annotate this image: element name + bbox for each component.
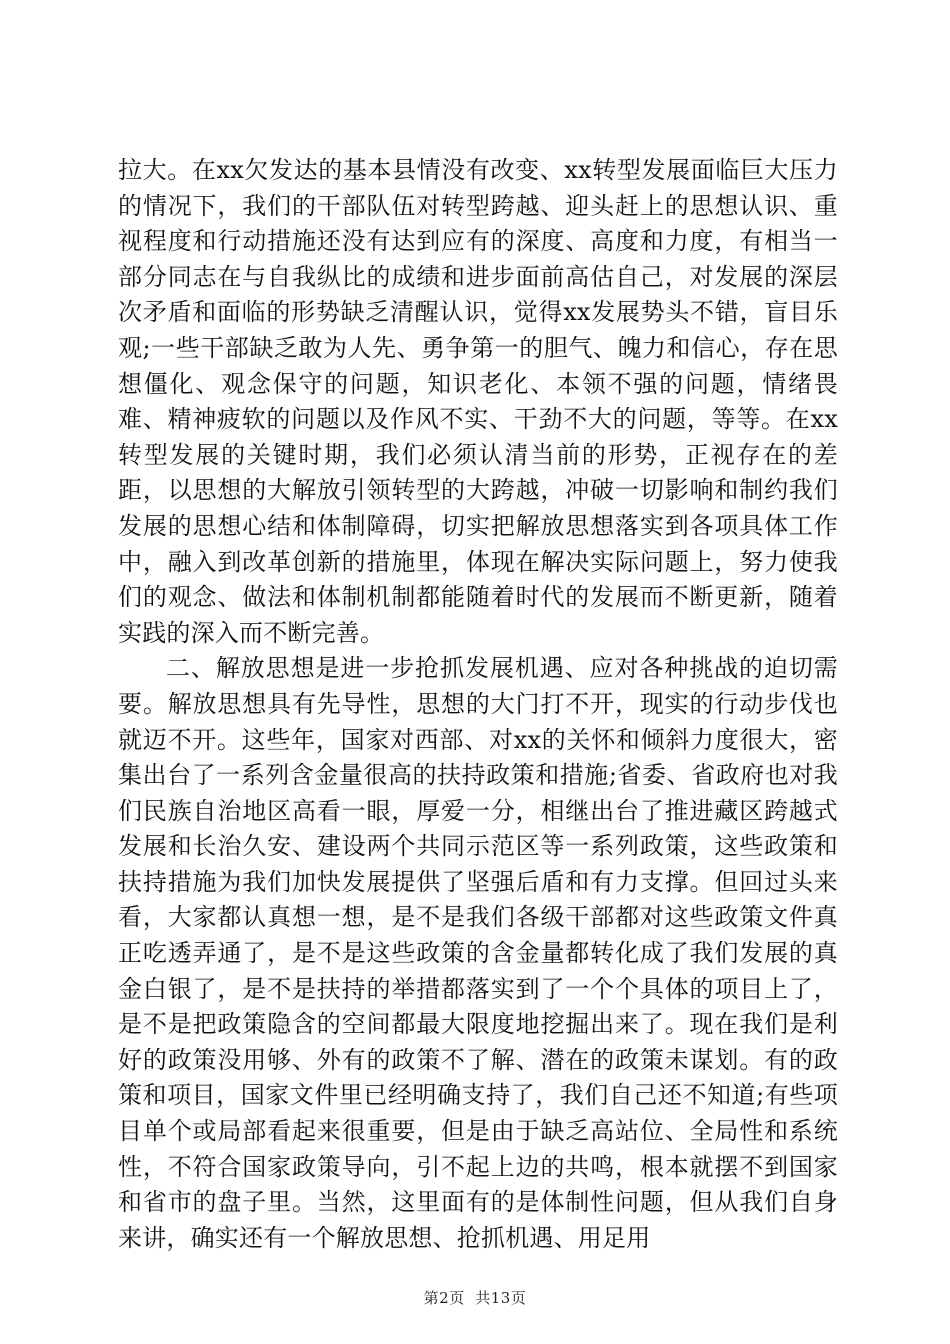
- page-number-label: 第2页 共13页: [423, 1289, 527, 1307]
- page-footer: [0, 1287, 950, 1308]
- document-body: [118, 153, 838, 1256]
- paragraph-continuation: 拉大。在xx欠发达的基本县情没有改变、xx转型发展面临巨大压力的情况下，我们的干部队伍对转型跨越、迎头赶上的思想认识、重视程度和行动措施还没有达到应有的深度、高度和力度，有相当一部分同志在与自我纵比的成绩和进步面前高估自己，对发展的深层次矛盾和面临的形势缺乏清醒认识，觉得xx发展势头不错，盲目乐观;一些干部缺乏敢为人先、勇争第一的胆气、魄力和信心，存在思想僵化、观念保守的问题，知识老化、本领不强的问题，情绪畏难、精神疲软的问题以及作风不实、干劲不大的问题，等等。在xx转型发展的关键时期，我们必须认清当前的形势，正视存在的差距，以思想的大解放引领转型的大跨越，冲破一切影响和制约我们发展的思想心结和体制障碍，切实把解放思想落实到各项具体工作中，融入到改革创新的措施里，体现在解决实际问题上，努力使我们的观念、做法和体制机制都能随着时代的发展而不断更新，随着实践的深入而不断完善。: [118, 156, 838, 647]
- paragraph-section-two: 二、解放思想是进一步抢抓发展机遇、应对各种挑战的迫切需要。解放思想具有先导性，思想的大门打不开，现实的行动步伐也就迈不开。这些年，国家对西部、对xx的关怀和倾斜力度很大，密集出台了一系列含金量很高的扶持政策和措施;省委、省政府也对我们民族自治地区高看一眼，厚爱一分，相继出台了推进藏区跨越式发展和长治久安、建设两个共同示范区等一系列政策，这些政策和扶持措施为我们加快发展提供了坚强后盾和有力支撑。但回过头来看，大家都认真想一想，是不是我们各级干部都对这些政策文件真正吃透弄通了，是不是这些政策的含金量都转化成了我们发展的真金白银了，是不是扶持的举措都落实到了一个个具体的项目上了，是不是把政策隐含的空间都最大限度地挖掘出来了。现在我们是利好的政策没用够、外有的政策不了解、潜在的政策未谋划。有的政策和项目，国家文件里已经明确支持了，我们自己还不知道;有些项目单个或局部看起来很重要，但是由于缺乏高站位、全局性和系统性，不符合国家政策导向，引不起上边的共鸣，根本就摆不到国家和省市的盘子里。当然，这里面有的是体制性问题，但从我们自身来讲，确实还有一个解放思想、抢抓机遇、用足用: [118, 654, 838, 1252]
